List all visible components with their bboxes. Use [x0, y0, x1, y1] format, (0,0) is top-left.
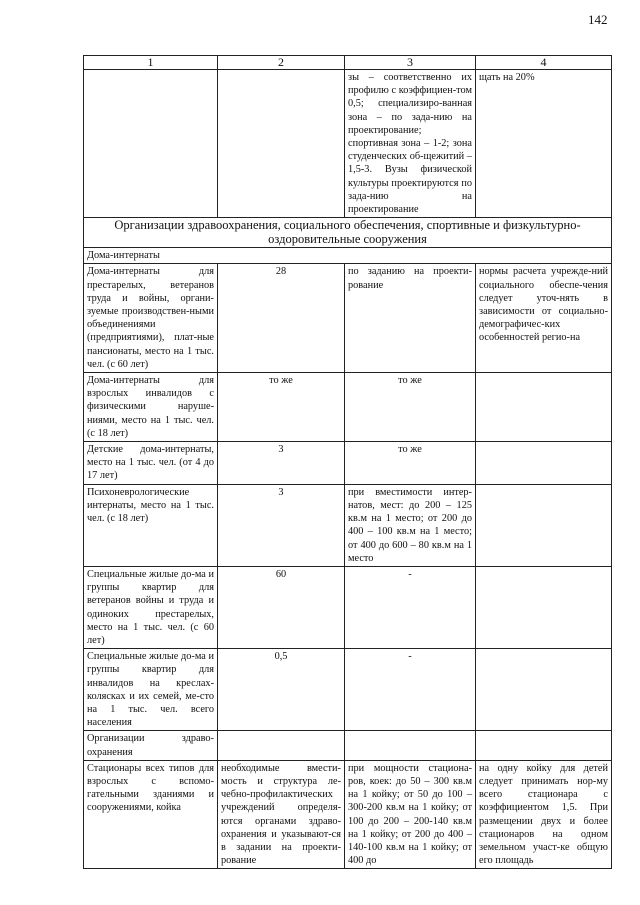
table-cell-col4: [476, 649, 612, 731]
table-cell-col2: 3: [218, 484, 345, 566]
table-cell-col3: -: [345, 566, 476, 648]
table-row: [84, 70, 612, 218]
table-cell-col3: то же: [345, 442, 476, 485]
table-cell-col3: по заданию на проекти-рование: [345, 264, 476, 373]
section-heading: Организации здравоохранения, социального обеспечения, спортивные и физкультурно-оздоровительные сооружения: [84, 218, 612, 248]
table-cell-col1: Дома-интернаты для престарелых, ветеранов труда и войны, органи-зуемые производствен-ными объединениями (предприятиями), плат-ные пансионаты, место на 1 тыс. чел. (с 60 лет): [84, 264, 218, 373]
table-cell-col4: [476, 373, 612, 442]
table-cell-col2: 60: [218, 566, 345, 648]
section-heading-row: [84, 218, 612, 248]
table-row: [84, 264, 612, 373]
table-cell-col3: при мощности стациона-ров, коек: до 50 – 300 кв.м на 1 койку; от 50 до 100 – 300-200 кв.м на 1 койку; от 100 до 200 – 200-140 кв.м на 1 койку; от 200 до 400 – 140-100 кв.м на 1 койку; от 400 до: [345, 760, 476, 869]
group-label: Дома-интернаты: [84, 248, 612, 264]
table-cell-col1: Организации здраво-охранения: [84, 731, 218, 760]
table-cell-col4: [476, 731, 612, 760]
header-cell: 1: [84, 56, 218, 70]
table-cell-col3: [345, 731, 476, 760]
table-row: [84, 649, 612, 731]
norms-table: [83, 55, 612, 869]
table-cell-col2: 0,5: [218, 649, 345, 731]
table-cell-col1: Специальные жилые до-ма и группы квартир для инвалидов на креслах-колясках и их семей, ме-сто на 1 тыс. чел. всего населения: [84, 649, 218, 731]
table-cell-col2: 28: [218, 264, 345, 373]
table-cell-col2: 3: [218, 442, 345, 485]
header-cell: 4: [476, 56, 612, 70]
table-row: [84, 484, 612, 566]
page-number: 142: [588, 12, 608, 27]
table-cell-col1: [84, 70, 218, 218]
table-row: [84, 442, 612, 485]
table-cell-col1: Дома-интернаты для взрослых инвалидов с физическими наруше-ниями, место на 1 тыс. чел. (с 18 лет): [84, 373, 218, 442]
table-cell-col2: то же: [218, 373, 345, 442]
table-cell-col3: то же: [345, 373, 476, 442]
table-cell-col3: -: [345, 649, 476, 731]
group-label-row: [84, 248, 612, 264]
table-cell-col2: [218, 731, 345, 760]
table-cell-col4: на одну койку для детей следует принимать нор-му всего стационара с коэффициентом 1,5. При размещении двух и более стационаров на одном земельном участ-ке общую его площадь: [476, 760, 612, 869]
table-row: [84, 760, 612, 869]
table-cell-col4: нормы расчета учрежде-ний социального обеспе-чения следует уточ-нять в зависимости от социально-демографичес-ких особенностей регио-на: [476, 264, 612, 373]
table-row: [84, 731, 612, 760]
table-cell-col3: зы – соответственно их профилю с коэффициен-том 0,5; специализиро-ванная зона – по зада-нию на проектирование; спортивная зона – 1-2; зона студенческих об-щежитий – 1,5-3. Вузы физической культуры проектируются по зада-нию на проектирование: [345, 70, 476, 218]
table-cell-col4: [476, 442, 612, 485]
table-cell-col1: Специальные жилые до-ма и группы квартир для ветеранов войны и труда и одиноких престарелых, место на 1 тыс. чел. (с 60 лет): [84, 566, 218, 648]
table-cell-col4: [476, 484, 612, 566]
table-header-row: [84, 56, 612, 70]
table-cell-col3: при вместимости интер-натов, мест: до 200 – 125 кв.м на 1 место; от 200 до 400 – 100 кв.м на 1 место; от 400 до 600 – 80 кв.м на 1 место: [345, 484, 476, 566]
header-cell: 2: [218, 56, 345, 70]
table-cell-col1: Психоневрологические интернаты, место на 1 тыс. чел. (с 18 лет): [84, 484, 218, 566]
header-cell: 3: [345, 56, 476, 70]
table-cell-col1: Стационары всех типов для взрослых с вспомо-гательными зданиями и сооружениями, койка: [84, 760, 218, 869]
table-row: [84, 373, 612, 442]
table-cell-col4: щать на 20%: [476, 70, 612, 218]
table-cell-col2: [218, 70, 345, 218]
table-row: [84, 566, 612, 648]
table-cell-col1: Детские дома-интернаты, место на 1 тыс. чел. (от 4 до 17 лет): [84, 442, 218, 485]
table-cell-col4: [476, 566, 612, 648]
table-cell-col2: необходимые вмести-мость и структура ле-чебно-профилактических учреждений определя-ются органами здраво-охранения и указывают-ся в задании на проекти-рование: [218, 760, 345, 869]
